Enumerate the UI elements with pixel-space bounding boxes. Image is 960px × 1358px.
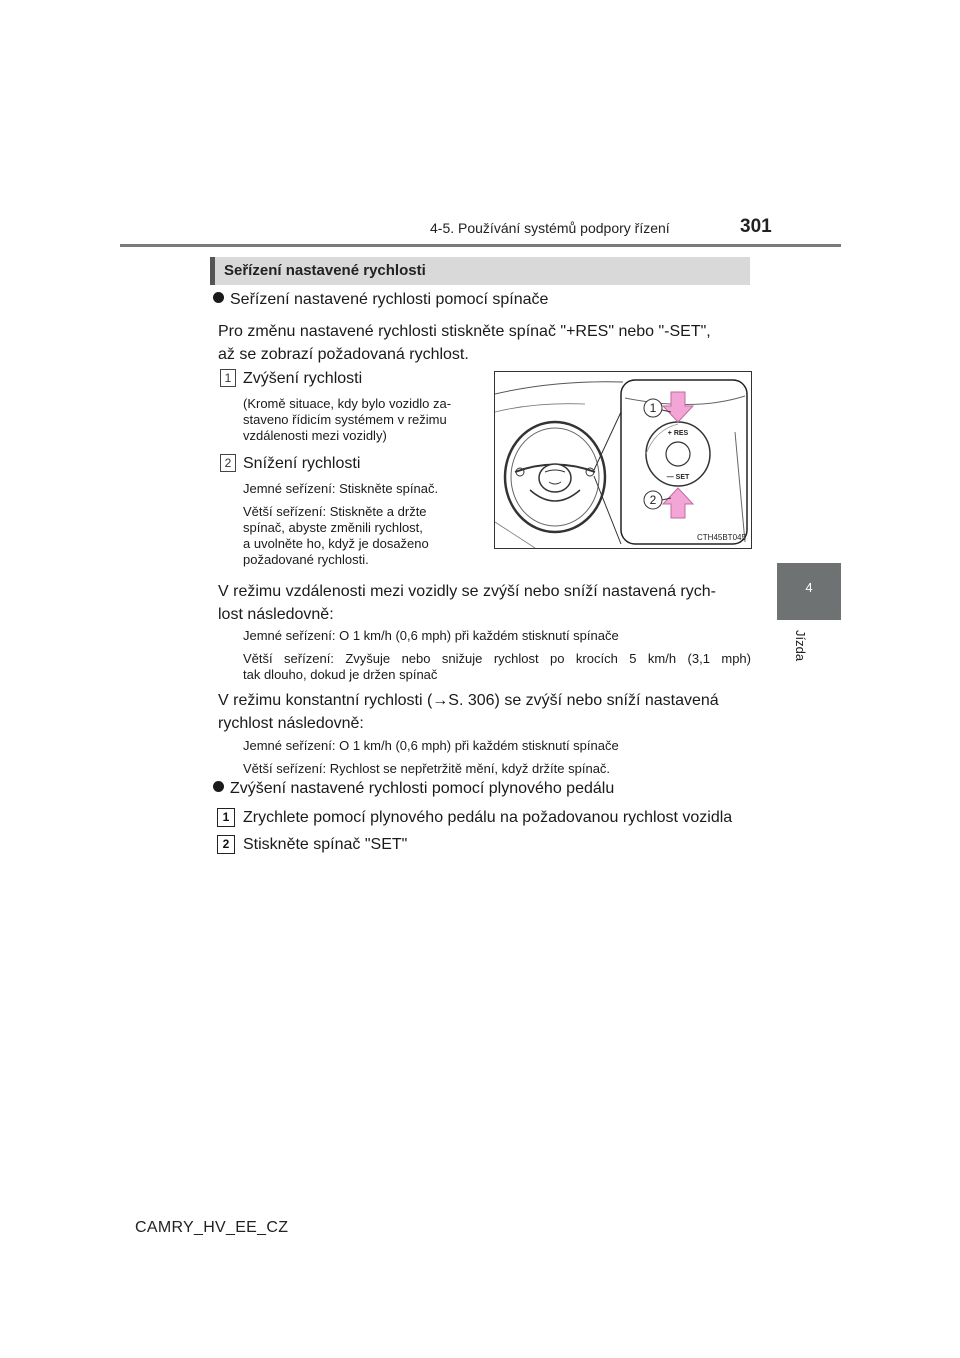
step-1-text: Zrychlete pomocí plynového pedálu na požadovanou rychlost vozidla [243, 809, 733, 826]
section-title-bar [210, 257, 750, 285]
step-marker-2: 2 [220, 454, 236, 472]
set-label: — SET [666, 474, 690, 481]
bullet-heading-1 [213, 291, 548, 309]
constant-mode-line-1: V režimu konstantní rychlosti (→S. 306) se zvýší nebo sníží nastavená [218, 692, 719, 709]
note-line: vzdálenosti mezi vozidly) [243, 428, 387, 443]
step-marker-1: 1 [220, 369, 236, 387]
constant-mode-coarse: Větší seřízení: Rychlost se nepřetržitě mění, když držíte spínač. [243, 761, 611, 776]
note-line: (Kromě situace, kdy bylo vozidlo za- [243, 396, 452, 411]
item-2-title: Snížení rychlosti [243, 455, 361, 472]
page-number: 301 [740, 216, 772, 237]
res-label: + RES [667, 430, 689, 437]
coarse-line: Větší seřízení: Zvyšuje nebo snižuje rychlost po krocích 5 km/h (3,1 mph) [243, 651, 751, 666]
note-line: staveno řídicím systémem v režimu [243, 412, 447, 427]
figure-callout-1: 1 [649, 401, 657, 415]
step-marker-2: 2 [217, 835, 235, 854]
distance-mode-coarse [243, 651, 751, 683]
bullet-heading-text: Seřízení nastavené rychlosti pomocí spínače [230, 291, 549, 308]
item-2-coarse [243, 504, 487, 568]
step-2-text: Stiskněte spínač "SET" [243, 836, 408, 853]
distance-mode-fine: Jemné seřízení: O 1 km/h (0,6 mph) při každém stisknutí spínače [243, 628, 619, 643]
chapter-name: Jízda [793, 630, 808, 662]
coarse-line: tak dlouho, dokud je držen spínač [243, 667, 438, 682]
coarse-line: spínač, abyste změnili rychlost, [243, 520, 423, 535]
chapter-number: 4 [805, 580, 813, 595]
distance-mode-line-1: V režimu vzdálenosti mezi vozidly se zvýší nebo sníží nastavená rych- [218, 583, 716, 600]
header-section-title: 4-5. Používání systémů podpory řízení [430, 220, 670, 236]
figure-code: CTH45BT045 [697, 533, 746, 542]
section-title: Seřízení nastavené rychlosti [224, 262, 426, 279]
bullet-heading-2 [213, 780, 614, 798]
item-1-title: Zvýšení rychlosti [243, 370, 363, 387]
bullet-dot [213, 781, 224, 792]
step-marker-1: 1 [217, 808, 235, 827]
title-accent [210, 257, 215, 285]
item-2-fine: Jemné seřízení: Stiskněte spínač. [243, 481, 439, 496]
bullet-heading-text: Zvýšení nastavené rychlosti pomocí plynového pedálu [230, 780, 615, 797]
steering-switch-figure [494, 371, 752, 549]
item-1-note [243, 396, 487, 444]
figure-callout-2: 2 [649, 493, 657, 507]
coarse-line: Větší seřízení: Stiskněte a držte [243, 504, 427, 519]
coarse-line: požadované rychlosti. [243, 552, 369, 567]
coarse-line: a uvolněte ho, když je dosaženo [243, 536, 429, 551]
intro-line-1: Pro změnu nastavené rychlosti stiskněte spínač "+RES" nebo "-SET", [218, 323, 711, 340]
document-code: CAMRY_HV_EE_CZ [135, 1219, 289, 1236]
bullet-dot [213, 292, 224, 303]
distance-mode-line-2: lost následovně: [218, 606, 334, 623]
steering-wheel-illustration [495, 372, 751, 548]
constant-mode-line-2: rychlost následovně: [218, 715, 364, 732]
header-rule [120, 244, 841, 247]
intro-line-2: až se zobrazí požadovaná rychlost. [218, 346, 469, 363]
constant-mode-fine: Jemné seřízení: O 1 km/h (0,6 mph) při každém stisknutí spínače [243, 738, 619, 753]
